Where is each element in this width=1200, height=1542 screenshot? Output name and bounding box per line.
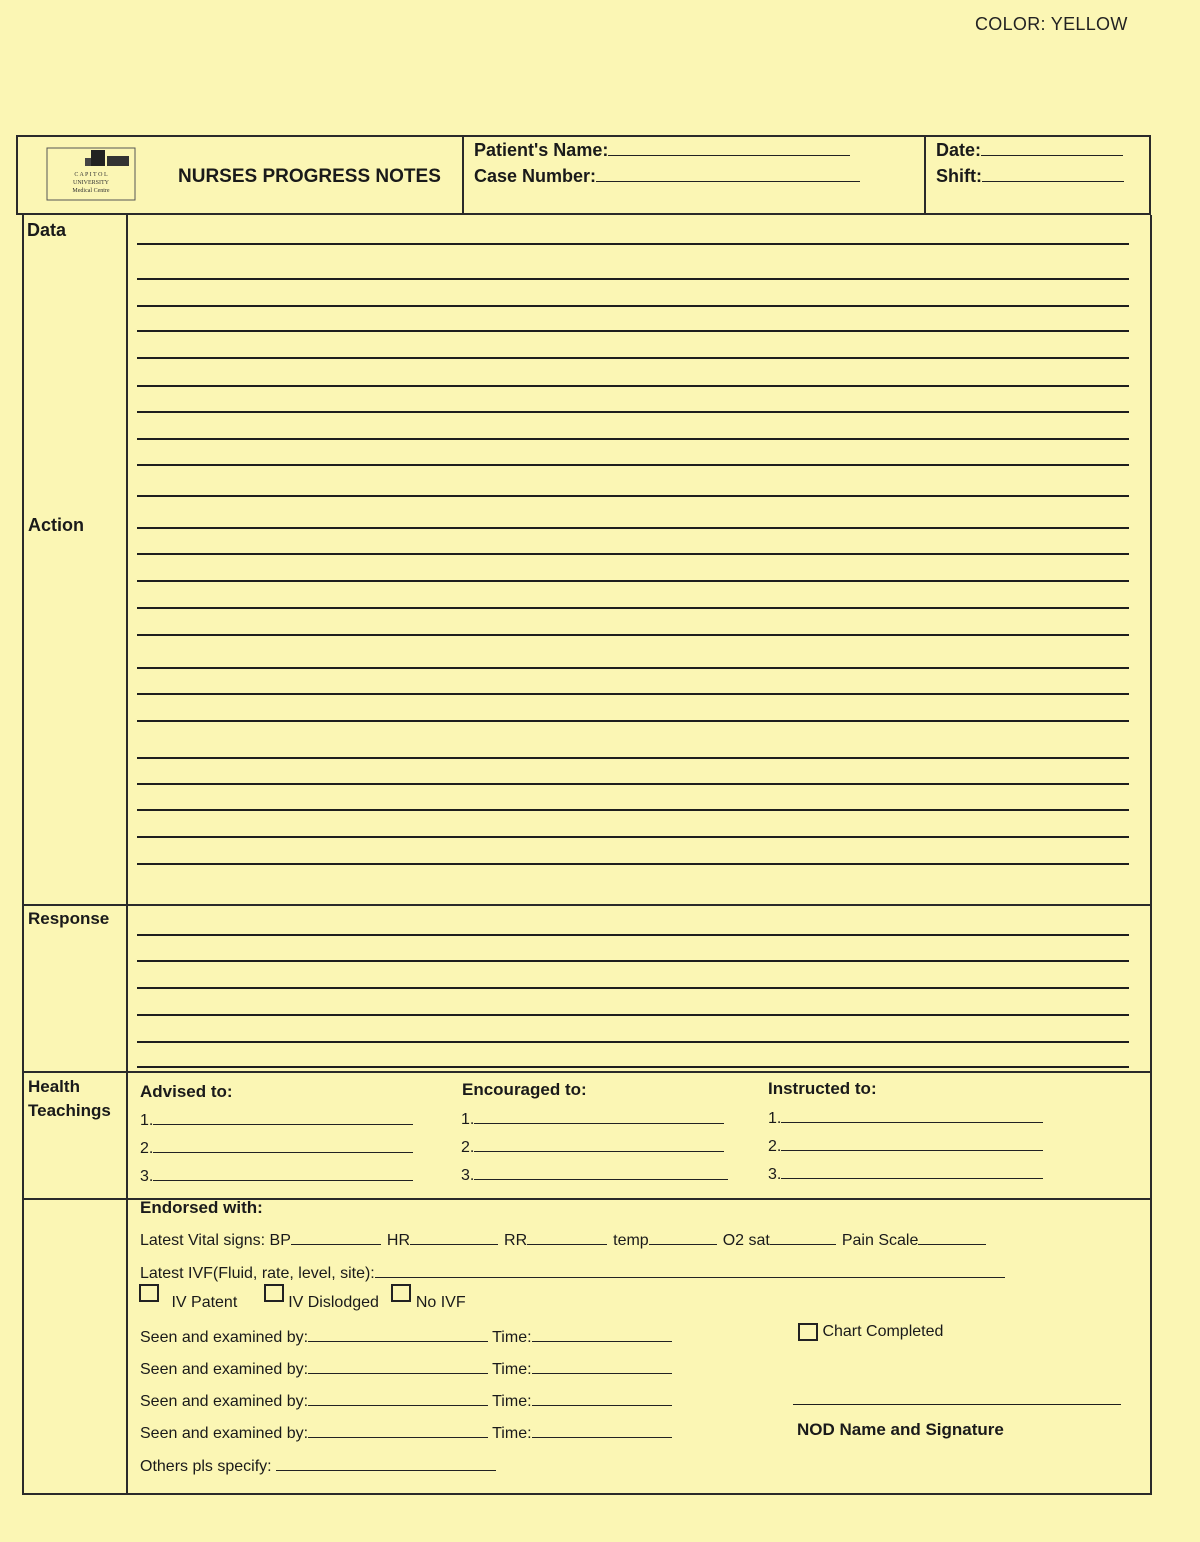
time-label: Time:	[492, 1329, 532, 1346]
response-line[interactable]	[137, 1066, 1129, 1068]
note-line[interactable]	[137, 553, 1129, 555]
advised-heading: Advised to:	[140, 1082, 233, 1101]
instructed-item-3[interactable]	[768, 1164, 1043, 1184]
section-action: Action	[28, 515, 84, 535]
encouraged-item-2[interactable]	[461, 1137, 724, 1157]
note-line[interactable]	[137, 278, 1129, 280]
vitals-o2-label: O2 sat	[722, 1232, 770, 1249]
others-label: Others pls specify:	[140, 1458, 272, 1475]
encouraged-num-3: 3.	[461, 1167, 475, 1184]
note-line[interactable]	[137, 783, 1129, 785]
response-divider	[22, 904, 1152, 906]
note-line[interactable]	[137, 464, 1129, 466]
encouraged-heading: Encouraged to:	[462, 1080, 587, 1099]
seen-by-label: Seen and examined by:	[140, 1425, 309, 1442]
vitals-temp-label: temp	[613, 1232, 649, 1249]
time-label: Time:	[492, 1393, 532, 1410]
logo-line-2: UNIVERSITY	[73, 180, 109, 186]
note-line[interactable]	[137, 411, 1129, 413]
instructed-num-1: 1.	[768, 1110, 782, 1127]
patient-name-label: Patient's Name:	[474, 140, 609, 160]
date-field[interactable]	[936, 140, 1123, 161]
advised-item-3[interactable]	[140, 1166, 413, 1186]
case-number-label: Case Number:	[474, 166, 597, 186]
note-line[interactable]	[137, 495, 1129, 497]
chart-completed-label: Chart Completed	[822, 1323, 944, 1341]
instructed-item-2[interactable]	[768, 1136, 1043, 1156]
note-line[interactable]	[137, 836, 1129, 838]
instructed-heading: Instructed to:	[768, 1079, 877, 1098]
seen-by-label: Seen and examined by:	[140, 1361, 309, 1378]
nod-signature-line[interactable]	[793, 1404, 1121, 1405]
encouraged-num-1: 1.	[461, 1111, 475, 1128]
ivf-row[interactable]	[140, 1263, 1005, 1283]
instructed-item-1[interactable]	[768, 1108, 1043, 1128]
iv-status-row	[139, 1284, 466, 1311]
logo-line-1: C A P I T O L	[74, 172, 108, 178]
no-ivf-label: No IVF	[415, 1294, 466, 1311]
date-label: Date:	[936, 140, 982, 160]
note-line[interactable]	[137, 330, 1129, 332]
encouraged-item-3[interactable]	[461, 1165, 728, 1185]
no-ivf-checkbox[interactable]	[391, 1284, 411, 1302]
patient-name-field[interactable]	[474, 140, 850, 161]
teachings-divider	[22, 1071, 1152, 1073]
seen-by-row-1[interactable]	[140, 1327, 672, 1347]
label-column-divider	[126, 215, 128, 1495]
seen-by-label: Seen and examined by:	[140, 1393, 309, 1410]
time-label: Time:	[492, 1361, 532, 1378]
chart-completed-row	[798, 1323, 943, 1341]
note-line[interactable]	[137, 757, 1129, 759]
iv-patent-checkbox[interactable]	[139, 1284, 159, 1302]
ivf-label: Latest IVF(Fluid, rate, level, site):	[140, 1265, 375, 1282]
note-line[interactable]	[137, 720, 1129, 722]
vitals-rr-label: RR	[504, 1232, 528, 1249]
note-line[interactable]	[137, 634, 1129, 636]
advised-item-1[interactable]	[140, 1110, 413, 1130]
seen-by-row-4[interactable]	[140, 1423, 672, 1443]
iv-dislodged-label: IV Dislodged	[288, 1294, 379, 1311]
advised-num-2: 2.	[140, 1140, 154, 1157]
note-line[interactable]	[137, 863, 1129, 865]
color-tag: COLOR: YELLOW	[975, 14, 1128, 34]
note-line[interactable]	[137, 667, 1129, 669]
encouraged-item-1[interactable]	[461, 1109, 724, 1129]
note-line[interactable]	[137, 243, 1129, 245]
header-divider-2	[924, 135, 926, 215]
nod-signature-label: NOD Name and Signature	[797, 1420, 1004, 1439]
seen-by-row-2[interactable]	[140, 1359, 672, 1379]
shift-field[interactable]	[936, 166, 1124, 187]
form-title: NURSES PROGRESS NOTES	[178, 166, 441, 187]
vital-signs-row[interactable]	[140, 1230, 986, 1250]
hospital-logo	[45, 146, 137, 202]
seen-by-row-3[interactable]	[140, 1391, 672, 1411]
note-line[interactable]	[137, 693, 1129, 695]
section-response: Response	[28, 909, 110, 928]
others-row[interactable]	[140, 1456, 496, 1476]
advised-num-3: 3.	[140, 1168, 154, 1185]
iv-patent-label: IV Patent	[171, 1294, 238, 1311]
time-label: Time:	[492, 1425, 532, 1442]
endorsed-heading: Endorsed with:	[140, 1198, 263, 1217]
vitals-bp-label: Latest Vital signs: BP	[140, 1232, 291, 1249]
note-line[interactable]	[137, 607, 1129, 609]
note-line[interactable]	[137, 580, 1129, 582]
section-health: Health	[28, 1077, 80, 1096]
note-line[interactable]	[137, 809, 1129, 811]
header-divider-1	[462, 135, 464, 215]
note-line[interactable]	[137, 357, 1129, 359]
vitals-hr-label: HR	[386, 1232, 411, 1249]
logo-line-3: Medical Centre	[72, 188, 110, 194]
note-line[interactable]	[137, 385, 1129, 387]
response-line[interactable]	[137, 934, 1129, 936]
response-line[interactable]	[137, 960, 1129, 962]
note-line[interactable]	[137, 527, 1129, 529]
iv-dislodged-checkbox[interactable]	[264, 1284, 284, 1302]
encouraged-num-2: 2.	[461, 1139, 475, 1156]
seen-by-label: Seen and examined by:	[140, 1329, 309, 1346]
vitals-pain-label: Pain Scale	[841, 1232, 919, 1249]
instructed-num-3: 3.	[768, 1166, 782, 1183]
section-teachings: Teachings	[28, 1101, 111, 1120]
note-line[interactable]	[137, 305, 1129, 307]
chart-completed-checkbox[interactable]	[798, 1323, 818, 1341]
case-number-field[interactable]	[474, 166, 860, 187]
instructed-num-2: 2.	[768, 1138, 782, 1155]
advised-num-1: 1.	[140, 1112, 154, 1129]
shift-label: Shift:	[936, 166, 982, 186]
advised-item-2[interactable]	[140, 1138, 413, 1158]
response-line[interactable]	[137, 987, 1129, 989]
section-data: Data	[27, 220, 67, 240]
note-line[interactable]	[137, 438, 1129, 440]
response-line[interactable]	[137, 1014, 1129, 1016]
response-line[interactable]	[137, 1041, 1129, 1043]
